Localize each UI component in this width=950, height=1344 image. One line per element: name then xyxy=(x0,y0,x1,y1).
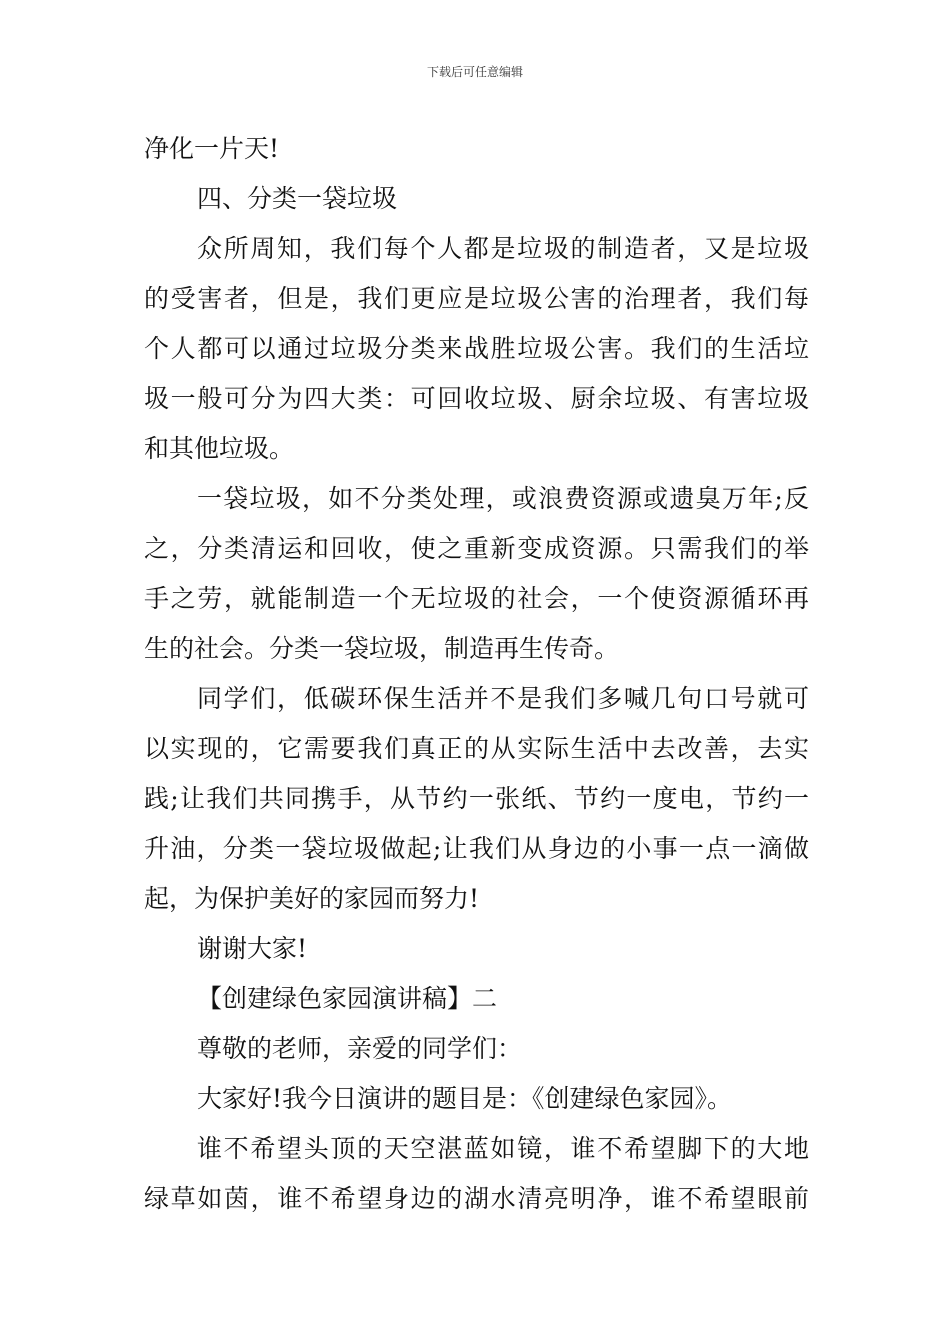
text-line: 同学们，低碳环保生活并不是我们多喊几句口号就可 xyxy=(197,684,809,713)
page-header: 下载后可任意编辑 xyxy=(426,65,523,79)
text-line: 绿草如茵，谁不希望身边的湖水清亮明净，谁不希望眼前 xyxy=(144,1184,809,1213)
text-line: 谁不希望头顶的天空湛蓝如镜，谁不希望脚下的大地 xyxy=(197,1134,809,1163)
text-line: 四、分类一袋垃圾 xyxy=(197,184,398,213)
text-line: 起，为保护美好的家园而努力! xyxy=(144,884,480,913)
document-body xyxy=(144,124,809,1224)
text-line: 大家好!我今日演讲的题目是：《创建绿色家园》。 xyxy=(197,1084,733,1113)
text-line: 的受害者，但是，我们更应是垃圾公害的治理者，我们每 xyxy=(144,284,809,313)
text-line: 众所周知，我们每个人都是垃圾的制造者，又是垃圾 xyxy=(197,234,809,263)
text-line: 谢谢大家! xyxy=(197,934,308,963)
text-line: 尊敬的老师，亲爱的同学们： xyxy=(197,1034,523,1063)
text-line: 一袋垃圾，如不分类处理，或浪费资源或遗臭万年;反 xyxy=(197,484,809,513)
text-line: 圾一般可分为四大类：可回收垃圾、厨余垃圾、有害垃圾 xyxy=(144,384,809,413)
text-line: 手之劳，就能制造一个无垃圾的社会，一个使资源循环再 xyxy=(144,584,809,613)
text-line: 以实现的，它需要我们真正的从实际生活中去改善，去实 xyxy=(144,734,809,763)
text-line: 践;让我们共同携手，从节约一张纸、节约一度电，节约一 xyxy=(144,784,809,813)
text-line: 生的社会。分类一袋垃圾，制造再生传奇。 xyxy=(144,634,620,663)
text-line: 净化一片天! xyxy=(144,134,280,163)
text-line: 和其他垃圾。 xyxy=(144,434,295,463)
text-line: 个人都可以通过垃圾分类来战胜垃圾公害。我们的生活垃 xyxy=(144,334,809,363)
text-line: 【创建绿色家园演讲稿】二 xyxy=(197,984,498,1013)
text-line: 之，分类清运和回收，使之重新变成资源。只需我们的举 xyxy=(144,534,809,563)
text-line: 升油，分类一袋垃圾做起;让我们从身边的小事一点一滴做 xyxy=(144,834,809,863)
